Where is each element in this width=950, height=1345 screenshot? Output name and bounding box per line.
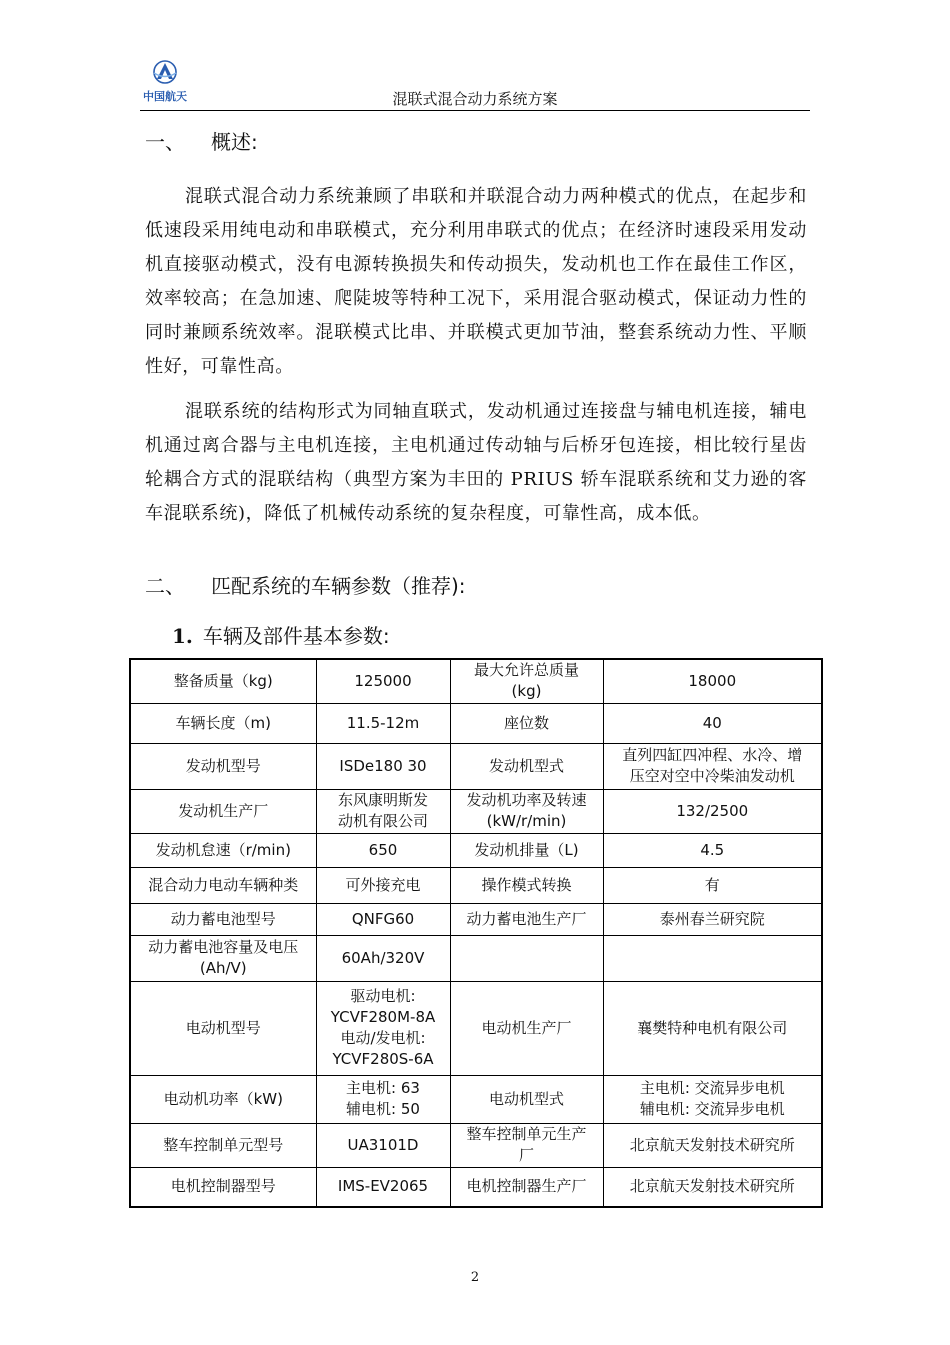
cell-text: 最大允许总质量 <box>473 661 579 680</box>
param-label-cell <box>450 789 603 833</box>
cell-text: 发动机型式 <box>488 756 564 775</box>
param-value-cell <box>603 789 822 833</box>
cell-text: 驱动电机: <box>350 987 416 1005</box>
cell-text: (kg) <box>511 682 542 701</box>
param-value-cell <box>316 789 450 833</box>
cell-text: 电动/发电机: <box>340 1029 426 1047</box>
param-value-cell <box>316 1167 450 1207</box>
cell-text: 60Ah/320V <box>341 948 425 967</box>
cell-text: 发动机功率及转速 <box>466 791 587 809</box>
subsection-1-title: 车辆及部件基本参数: <box>202 624 390 648</box>
param-label-cell <box>130 867 316 903</box>
cell-text: UA3101D <box>347 1135 419 1154</box>
param-value-cell <box>316 703 450 743</box>
cell-text: 132/2500 <box>676 801 749 820</box>
section-2-heading <box>145 570 466 599</box>
cell-text: 发动机排量（L) <box>474 840 579 859</box>
param-label-cell <box>450 867 603 903</box>
table-row <box>130 743 822 789</box>
cell-text: 车辆长度（m) <box>175 713 271 732</box>
param-label-cell <box>450 1075 603 1123</box>
header-rule <box>140 110 810 111</box>
cell-text: IMS-EV2065 <box>337 1177 429 1196</box>
cell-text: 北京航天发射技术研究所 <box>629 1177 795 1196</box>
param-value-cell <box>603 867 822 903</box>
param-value-cell <box>603 981 822 1075</box>
param-value-cell <box>603 659 822 703</box>
cell-text: YCVF280S-6A <box>332 1050 434 1068</box>
param-label-cell <box>450 981 603 1075</box>
param-value-cell <box>316 659 450 703</box>
param-value-cell <box>603 1167 822 1207</box>
cell-text: 发动机怠速（r/min) <box>155 840 291 859</box>
cell-text: 混合动力电动车辆种类 <box>148 875 299 894</box>
table-row <box>130 659 822 703</box>
cell-text: 11.5-12m <box>346 713 420 732</box>
param-value-cell <box>316 1075 450 1123</box>
param-value-cell <box>316 867 450 903</box>
cell-text: 动力蓄电池型号 <box>170 909 276 928</box>
param-label-cell <box>130 833 316 867</box>
cell-text: 压空对空中冷柴油发动机 <box>629 767 795 785</box>
cell-text: 125000 <box>354 671 412 690</box>
table-row <box>130 867 822 903</box>
param-value-cell <box>316 743 450 789</box>
cell-text: 襄樊特种电机有限公司 <box>637 1018 788 1037</box>
cell-text: (Ah/V) <box>199 959 247 977</box>
param-label-cell <box>450 935 603 981</box>
cell-text: QNFG60 <box>351 909 415 928</box>
param-label-cell <box>130 1123 316 1167</box>
param-label-cell <box>130 903 316 935</box>
vehicle-parameters-table <box>129 658 823 1208</box>
table-row <box>130 935 822 981</box>
param-value-cell <box>316 1123 450 1167</box>
cell-text: YCVF280M-8A <box>330 1008 436 1026</box>
cell-text: 动力蓄电池容量及电压 <box>148 938 299 956</box>
cell-text: 40 <box>702 713 722 732</box>
cell-text: 东风康明斯发 <box>337 791 428 809</box>
param-label-cell <box>130 789 316 833</box>
cell-text: 整车控制单元型号 <box>163 1135 284 1154</box>
logo-text: 中国航天 <box>143 90 187 103</box>
paragraph-2: 混联系统的结构形式为同轴直联式，发动机通过连接盘与辅电机连接，辅电机通过离合器与主电机连接，主电机通过传动轴与后桥牙包连接，相比较行星齿轮耦合方式的混联结构（典型方案为丰田的 PRIUS 轿车混联系统和艾力逊的客车混联系统)，降低了机械传动系统的复杂程度，可靠性高，成本低。 <box>145 401 807 524</box>
param-value-cell <box>603 1123 822 1167</box>
param-label-cell <box>450 1167 603 1207</box>
param-value-cell <box>603 833 822 867</box>
cell-text: 发动机型号 <box>185 756 261 775</box>
cell-text: ISDe180 30 <box>339 756 427 775</box>
cell-text: 整备质量（kg) <box>173 671 273 690</box>
table-row <box>130 789 822 833</box>
param-value-cell <box>603 703 822 743</box>
table-row <box>130 1123 822 1167</box>
cell-text: 主电机: 63 <box>346 1079 420 1097</box>
param-value-cell <box>603 935 822 981</box>
cell-text: 电动机生产厂 <box>481 1018 572 1037</box>
section-2-title: 匹配系统的车辆参数（推荐): <box>211 574 466 598</box>
param-value-cell <box>603 1075 822 1123</box>
cell-text: 动力蓄电池生产厂 <box>466 909 587 928</box>
param-value-cell <box>603 743 822 789</box>
table-row <box>130 903 822 935</box>
cell-text: 电动机型式 <box>488 1089 564 1108</box>
param-value-cell <box>316 981 450 1075</box>
paragraph-1: 混联式混合动力系统兼顾了串联和并联混合动力两种模式的优点，在起步和低速段采用纯电动和串联模式，充分利用串联式的优点；在经济时速段采用发动机直接驱动模式，没有电源转换损失和传动损失，发动机也工作在最佳工作区，效率较高；在急加速、爬陡坡等特种工况下，采用混合驱动模式，保证动力性的同时兼顾系统效率。混联模式比串、并联模式更加节油，整套系统动力性、平顺性好，可靠性高。 <box>145 186 807 377</box>
table-row <box>130 981 822 1075</box>
cell-text: 可外接充电 <box>345 875 421 894</box>
table-body <box>130 659 822 1207</box>
param-value-cell <box>316 935 450 981</box>
table-row <box>130 703 822 743</box>
cell-text: 动机有限公司 <box>337 812 428 830</box>
param-label-cell <box>450 659 603 703</box>
param-label-cell <box>130 935 316 981</box>
subsection-1-heading <box>172 620 390 649</box>
param-label-cell <box>450 1123 603 1167</box>
cell-text: 发动机生产厂 <box>178 801 269 820</box>
param-label-cell <box>130 703 316 743</box>
page-number: 2 <box>470 1270 480 1285</box>
cell-text: 辅电机: 50 <box>346 1100 420 1118</box>
param-label-cell <box>130 981 316 1075</box>
param-label-cell <box>450 833 603 867</box>
subsection-1-number: 1. <box>172 624 193 648</box>
cell-text: 电动机功率（kW) <box>163 1089 283 1108</box>
section-2-number: 二、 <box>145 574 185 598</box>
cell-text: 座位数 <box>503 713 549 732</box>
cell-text: 辅电机: 交流异步电机 <box>639 1100 785 1118</box>
cell-text: 电动机型号 <box>185 1018 261 1037</box>
param-label-cell <box>130 1167 316 1207</box>
cell-text: 整车控制单元生产 <box>466 1125 587 1143</box>
section-1-number: 一、 <box>145 130 185 154</box>
section-1-title: 概述: <box>211 130 258 154</box>
param-label-cell <box>130 743 316 789</box>
cell-text: 泰州春兰研究院 <box>659 909 765 928</box>
table-row <box>130 1075 822 1123</box>
cell-text: 主电机: 交流异步电机 <box>639 1079 785 1097</box>
param-value-cell <box>316 833 450 867</box>
param-value-cell <box>316 903 450 935</box>
table-row <box>130 833 822 867</box>
cell-text: 650 <box>368 840 398 859</box>
param-label-cell <box>130 659 316 703</box>
param-label-cell <box>450 703 603 743</box>
cell-text: 操作模式转换 <box>481 875 572 894</box>
cell-text: 有 <box>704 875 720 894</box>
param-label-cell <box>450 903 603 935</box>
table-row <box>130 1167 822 1207</box>
cell-text: 厂 <box>518 1146 534 1164</box>
cell-text: 电机控制器型号 <box>170 1177 276 1196</box>
param-label-cell <box>450 743 603 789</box>
cell-text: 4.5 <box>700 840 725 859</box>
param-label-cell <box>130 1075 316 1123</box>
cell-text: 18000 <box>688 671 737 690</box>
cell-text: 电机控制器生产厂 <box>466 1177 587 1196</box>
cell-text: 直列四缸四冲程、水冷、增 <box>622 746 803 764</box>
param-value-cell <box>603 903 822 935</box>
cell-text: 北京航天发射技术研究所 <box>629 1135 795 1154</box>
header-title: 混联式混合动力系统方案 <box>392 90 558 108</box>
cell-text: (kW/r/min) <box>486 812 567 830</box>
section-1-heading <box>145 126 258 155</box>
